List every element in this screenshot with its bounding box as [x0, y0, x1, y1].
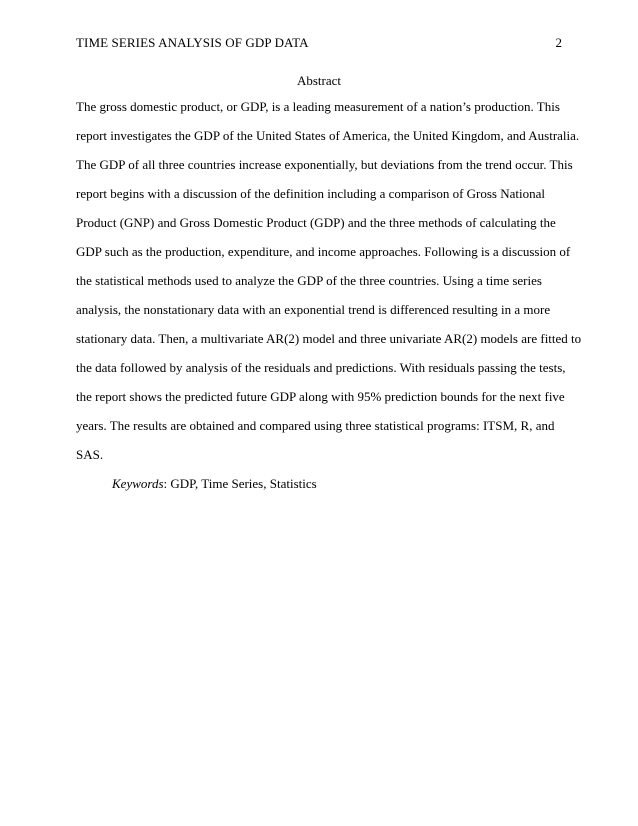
keywords-separator: : — [163, 476, 171, 491]
abstract-line: report investigates the GDP of the United States of America, the United Kingdom, and Australia. — [76, 128, 580, 143]
abstract-line: Product (GNP) and Gross Domestic Product (GDP) and the three methods of calculating the — [76, 215, 556, 230]
abstract-line: SAS. — [76, 447, 104, 462]
keywords-value: GDP, Time Series, Statistics — [170, 476, 317, 491]
abstract-heading: Abstract — [296, 73, 342, 88]
abstract-line: analysis, the nonstationary data with an exponential trend is differenced resulting in a more — [76, 302, 551, 317]
abstract-line: the statistical methods used to analyze the GDP of the three countries. Using a time series — [76, 273, 542, 288]
abstract-line: stationary data. Then, a multivariate AR(2) model and three univariate AR(2) models are fitted to — [76, 331, 582, 346]
abstract-line: The GDP of all three countries increase exponentially, but deviations from the trend occur. This — [76, 157, 573, 172]
abstract-paragraph — [76, 97, 582, 474]
abstract-line: The gross domestic product, or GDP, is a leading measurement of a nation’s production. This — [76, 99, 560, 114]
abstract-line: the data followed by analysis of the residuals and predictions. With residuals passing the tests, — [76, 360, 566, 375]
abstract-line: GDP such as the production, expenditure, and income approaches. Following is a discussion of — [76, 244, 571, 259]
abstract-line: years. The results are obtained and compared using three statistical programs: ITSM, R, and — [76, 418, 555, 433]
abstract-line: the report shows the predicted future GDP along with 95% prediction bounds for the next five — [76, 389, 565, 404]
running-head: TIME SERIES ANALYSIS OF GDP DATA — [76, 35, 309, 50]
keywords-line — [112, 476, 317, 492]
abstract-line: report begins with a discussion of the definition including a comparison of Gross National — [76, 186, 545, 201]
keywords-label: Keywords — [112, 476, 164, 491]
page-number: 2 — [555, 35, 562, 50]
